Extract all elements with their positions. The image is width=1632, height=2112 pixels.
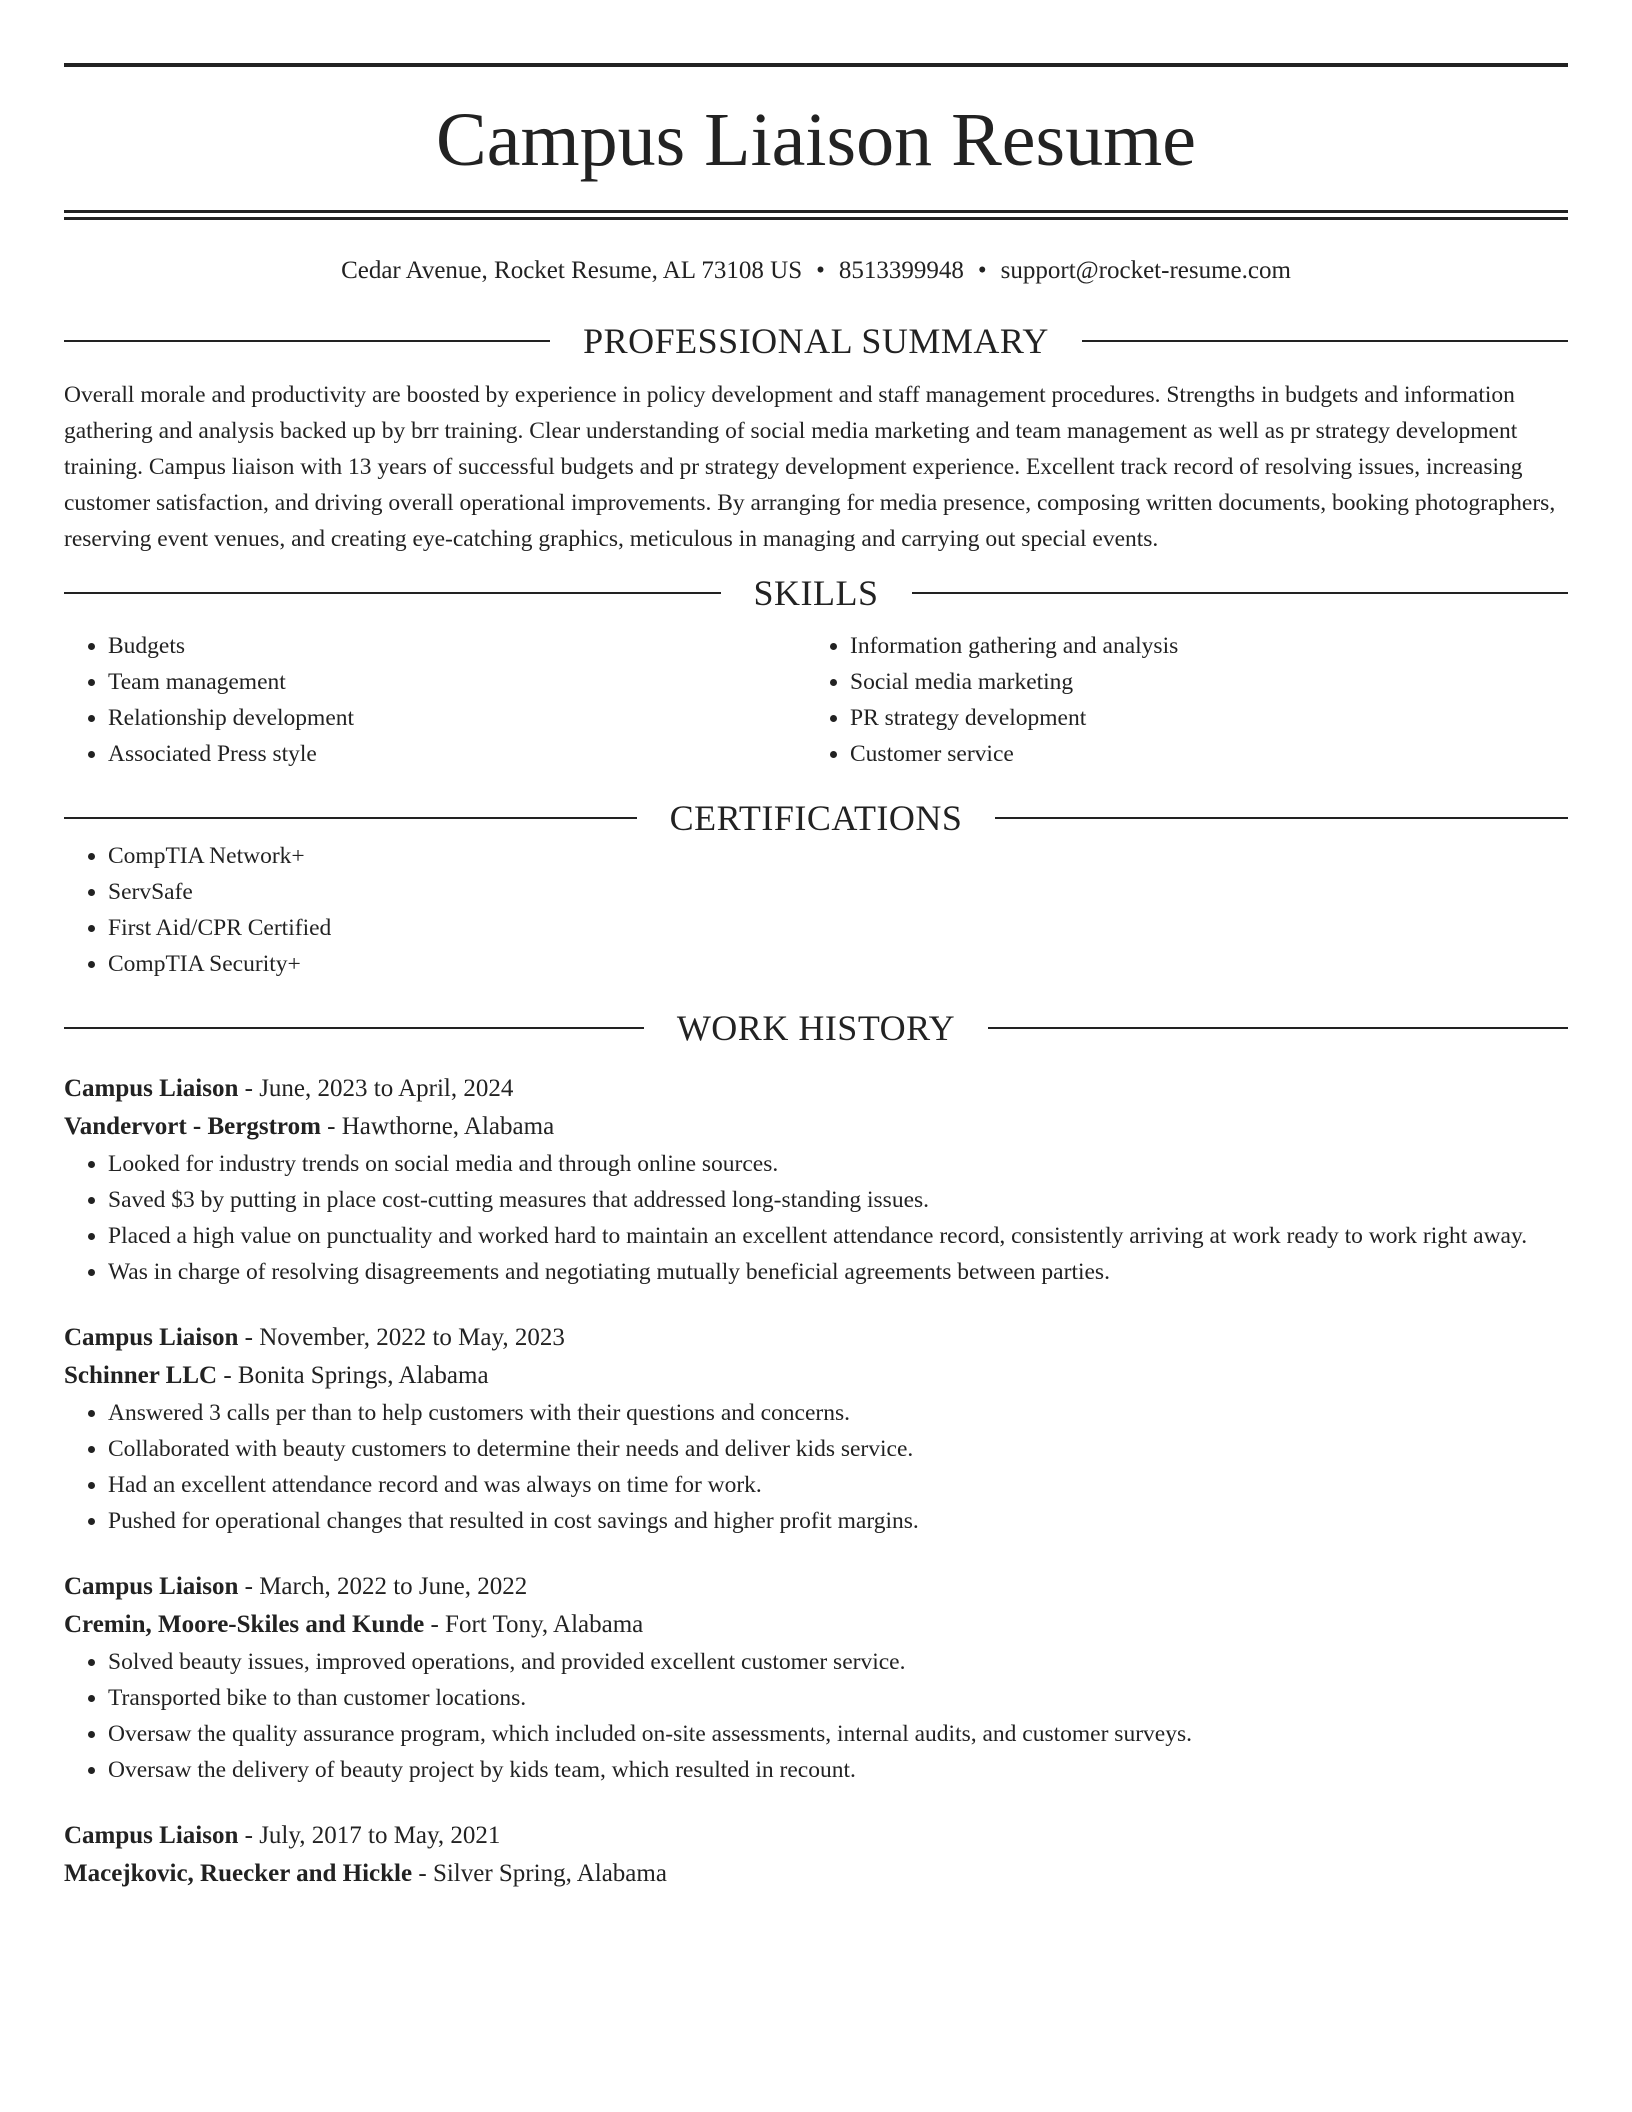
section-title: PROFESSIONAL SUMMARY <box>583 321 1049 361</box>
skills-column-right <box>806 628 1548 772</box>
skill-item: • Associated Press style <box>108 736 806 772</box>
skill-item: • Relationship development <box>108 700 806 736</box>
job-bullets <box>64 1395 1568 1539</box>
section-title: WORK HISTORY <box>676 1008 956 1048</box>
section-header-work-history <box>64 1008 1568 1048</box>
certification-item: • CompTIA Network+ <box>108 838 1568 874</box>
job-bullet: • Had an excellent attendance record and was always on time for work. <box>108 1467 1568 1503</box>
certification-item: • ServSafe <box>108 874 1568 910</box>
job-location: Fort Tony, Alabama <box>445 1611 644 1638</box>
job-bullet: • Was in charge of resolving disagreements and negotiating mutually beneficial agreements between parties. <box>108 1254 1568 1290</box>
contact-address: Cedar Avenue, Rocket Resume, AL 73108 US <box>341 257 803 284</box>
summary-text: Overall morale and productivity are boosted by experience in policy development and staff management procedures. Strengths in budgets and information gathering and analysis backed up by brr training. Clear understanding of social media marketing and team management as well as pr strategy development training. Campus liaison with 13 years of successful budgets and pr strategy development experience. Excellent track record of resolving issues, increasing customer satisfaction, and driving overall operational improvements. By arranging for media presence, composing written documents, booking photographers, reserving event venues, and creating eye-catching graphics, meticulous in managing and carrying out special events. <box>64 382 1556 552</box>
section-rule <box>988 1027 1568 1029</box>
job-entry <box>64 1568 1568 1788</box>
job-entry <box>64 1817 1568 1893</box>
job-bullet: • Solved beauty issues, improved operations, and provided excellent customer service. <box>108 1644 1568 1680</box>
job-bullet: • Saved $3 by putting in place cost-cutting measures that addressed long-standing issues. <box>108 1182 1568 1218</box>
job-title-line: Campus Liaison - July, 2017 to May, 2021 <box>64 1822 501 1849</box>
contact-line <box>64 256 1568 286</box>
skill-item: • Budgets <box>108 628 806 664</box>
skill-item: • Information gathering and analysis <box>850 628 1548 664</box>
job-entry <box>64 1070 1568 1290</box>
job-title-line: Campus Liaison - November, 2022 to May, 2023 <box>64 1324 565 1351</box>
resume-title: Campus Liaison Resume <box>436 98 1196 182</box>
job-location: Hawthorne, Alabama <box>341 1113 555 1140</box>
contact-separator: • <box>977 257 987 284</box>
top-rule <box>64 63 1568 67</box>
job-title: Campus Liaison <box>64 1324 239 1351</box>
job-bullet: • Oversaw the delivery of beauty project by kids team, which resulted in recount. <box>108 1752 1568 1788</box>
job-dates: March, 2022 to June, 2022 <box>259 1573 528 1600</box>
job-company-line: Schinner LLC - Bonita Springs, Alabama <box>64 1362 489 1389</box>
contact-email: support@rocket-resume.com <box>1000 257 1291 284</box>
section-header-summary <box>64 321 1568 361</box>
job-entry <box>64 1319 1568 1539</box>
skills-list <box>64 628 1568 772</box>
job-title: Campus Liaison <box>64 1822 239 1849</box>
job-company: Cremin, Moore-Skiles and Kunde <box>64 1611 425 1638</box>
job-title-line: Campus Liaison - March, 2022 to June, 2022 <box>64 1573 528 1600</box>
section-title: SKILLS <box>753 573 879 613</box>
job-company: Macejkovic, Ruecker and Hickle <box>64 1860 413 1887</box>
job-bullet: • Oversaw the quality assurance program, which included on-site assessments, internal audits, and customer surveys. <box>108 1716 1568 1752</box>
skill-item: • Social media marketing <box>850 664 1548 700</box>
contact-separator: • <box>816 257 825 284</box>
section-header-skills <box>64 573 1568 613</box>
section-rule <box>64 340 550 342</box>
certification-item: • CompTIA Security+ <box>108 946 1568 982</box>
section-rule <box>995 817 1568 819</box>
job-bullet: • Transported bike to than customer locations. <box>108 1680 1568 1716</box>
skill-item: • Customer service <box>850 736 1548 772</box>
section-rule <box>64 592 721 594</box>
job-bullet: • Placed a high value on punctuality and worked hard to maintain an excellent attendance record, consistently arriving at work ready to work right away. <box>108 1218 1568 1254</box>
job-title-line: Campus Liaison - June, 2023 to April, 2024 <box>64 1075 514 1102</box>
job-dates: June, 2023 to April, 2024 <box>259 1075 514 1102</box>
job-title: Campus Liaison <box>64 1573 239 1600</box>
skill-item: • Team management <box>108 664 806 700</box>
certification-item: • First Aid/CPR Certified <box>108 910 1568 946</box>
section-rule <box>1082 340 1568 342</box>
skills-column-left <box>64 628 806 772</box>
job-bullet: • Answered 3 calls per than to help customers with their questions and concerns. <box>108 1395 1568 1431</box>
job-company-line: Cremin, Moore-Skiles and Kunde - Fort Tony, Alabama <box>64 1611 644 1638</box>
section-rule <box>64 817 637 819</box>
job-company-line: Vandervort - Bergstrom - Hawthorne, Alabama <box>64 1113 555 1140</box>
job-company-line: Macejkovic, Ruecker and Hickle - Silver Spring, Alabama <box>64 1860 667 1887</box>
job-location: Silver Spring, Alabama <box>432 1860 667 1887</box>
job-location: Bonita Springs, Alabama <box>237 1362 489 1389</box>
job-bullets <box>64 1146 1568 1290</box>
title-double-rule <box>64 210 1568 220</box>
job-bullets <box>64 1644 1568 1788</box>
section-title: CERTIFICATIONS <box>669 798 963 838</box>
job-bullet: • Looked for industry trends on social media and through online sources. <box>108 1146 1568 1182</box>
job-bullet: • Collaborated with beauty customers to determine their needs and deliver kids service. <box>108 1431 1568 1467</box>
job-bullet: • Pushed for operational changes that resulted in cost savings and higher profit margins. <box>108 1503 1568 1539</box>
resume-page <box>64 0 1568 1893</box>
job-dates: November, 2022 to May, 2023 <box>259 1324 565 1351</box>
job-company: Schinner LLC <box>64 1362 218 1389</box>
skill-item: • PR strategy development <box>850 700 1548 736</box>
section-rule <box>912 592 1569 594</box>
job-title: Campus Liaison <box>64 1075 239 1102</box>
job-company: Vandervort - Bergstrom <box>64 1113 321 1140</box>
section-header-certifications <box>64 798 1568 838</box>
job-dates: July, 2017 to May, 2021 <box>259 1822 501 1849</box>
certifications-list <box>64 838 1568 982</box>
contact-phone: 8513399948 <box>838 257 964 284</box>
section-rule <box>64 1027 644 1029</box>
